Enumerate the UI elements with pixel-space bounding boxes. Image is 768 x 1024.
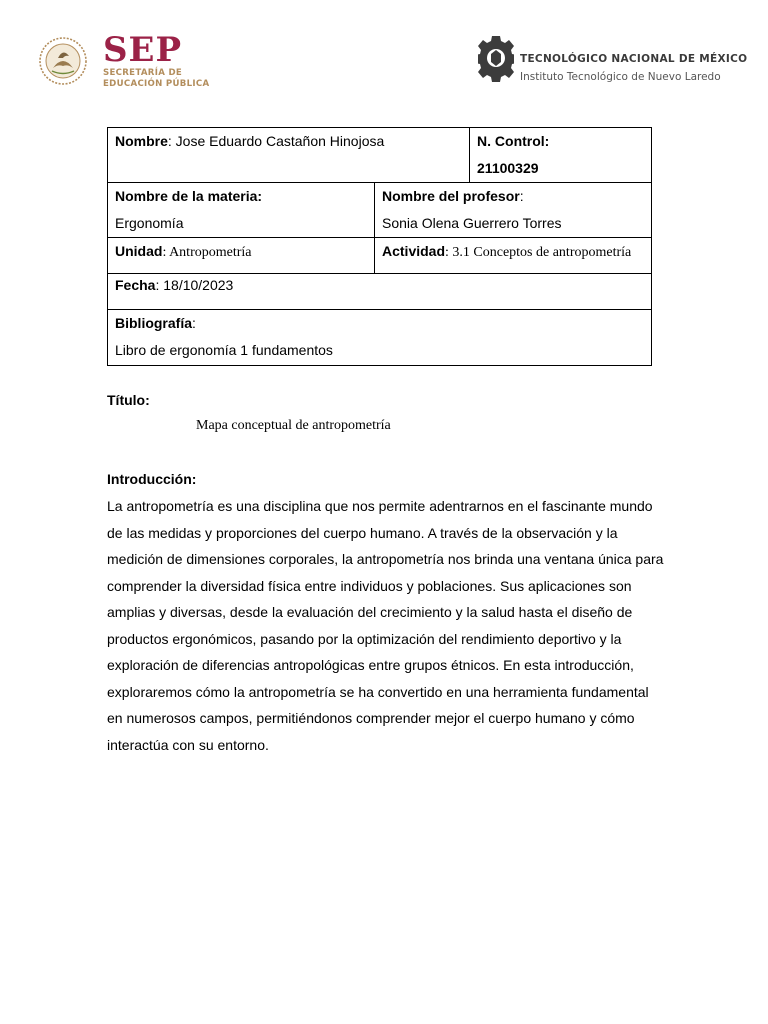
nombre-cell [108, 128, 470, 183]
bibliografia-value: Libro de ergonomía 1 fundamentos [115, 342, 333, 358]
materia-cell [108, 183, 375, 238]
unidad-cell [108, 238, 375, 274]
table-row [108, 128, 652, 183]
unidad-value: : Antropometría [162, 245, 252, 260]
fecha-label: Fecha [115, 277, 156, 293]
introduccion-heading: Introducción: [107, 471, 197, 487]
bibliografia-colon: : [192, 315, 196, 331]
table-row [108, 274, 652, 310]
mexican-eagle-seal-icon [38, 36, 88, 86]
sep-title: SEP [103, 30, 183, 70]
materia-label: Nombre de la materia: [115, 188, 263, 204]
fecha-value: : 18/10/2023 [155, 277, 234, 293]
sep-logo [38, 32, 218, 92]
actividad-value: : 3.1 Conceptos de antropometría [445, 245, 632, 260]
profesor-label: Nombre del profesor [382, 188, 520, 204]
table-row [108, 183, 652, 238]
nombre-label: Nombre [115, 133, 168, 149]
introduccion-paragraph: La antropometría es una disciplina que nos permite adentrarnos en el fascinante mundo de las medidas y proporciones del cuerpo humano. A través de la observación y la medición de dimensiones corporales, la antropometría nos brinda una ventana única para comprender la diversidad física entre individuos y poblaciones. Sus aplicaciones son amplias y diversas, desde la evaluación del crecimiento y la salud hasta el diseño de productos ergonómicos, pasando por la optimización del rendimiento deportivo y la exploración de diferencias antropológicas entre grupos étnicos. En esta introducción, exploraremos cómo la antropometría se ha convertido en una herramienta fundamental en numerosos campos, permitiéndonos comprender mejor el cuerpo humano y cómo interactúa con su entorno. [107, 498, 664, 753]
titulo-heading: Título: [107, 392, 150, 408]
tecnm-subtitle: Instituto Tecnológico de Nuevo Laredo [520, 71, 721, 83]
profesor-value: Sonia Olena Guerrero Torres [382, 215, 562, 231]
tecnm-logo [478, 34, 748, 90]
nombre-value: : Jose Eduardo Castañon Hinojosa [167, 133, 385, 149]
student-info-table [107, 127, 652, 366]
control-value: 21100329 [477, 160, 539, 176]
profesor-colon: : [519, 188, 524, 204]
sep-subtitle-line2: EDUCACIÓN PÚBLICA [103, 79, 210, 89]
fecha-cell [108, 274, 652, 310]
materia-value: Ergonomía [115, 215, 184, 231]
tecnm-title: TECNOLÓGICO NACIONAL DE MÉXICO [520, 53, 748, 65]
control-cell [470, 128, 652, 183]
actividad-label: Actividad [382, 243, 446, 259]
bibliografia-label: Bibliografía [115, 315, 193, 331]
sep-wordmark [103, 32, 210, 90]
table-row [108, 310, 652, 366]
sep-subtitle-line1: SECRETARÍA DE [103, 68, 183, 78]
actividad-cell [375, 238, 652, 274]
control-label: N. Control: [477, 133, 550, 149]
titulo-text: Mapa conceptual de antropometría [196, 418, 391, 433]
tecnm-gear-icon [478, 34, 514, 86]
profesor-cell [375, 183, 652, 238]
table-row [108, 238, 652, 274]
bibliografia-cell [108, 310, 652, 366]
unidad-label: Unidad [115, 243, 163, 259]
